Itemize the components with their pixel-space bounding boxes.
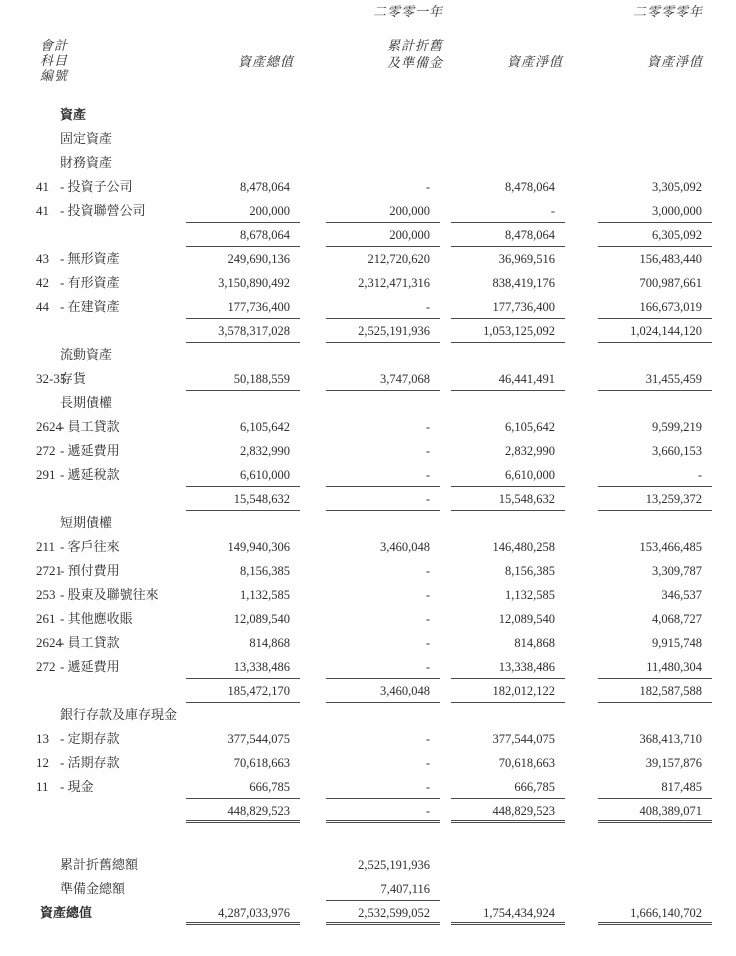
value-cell: 1,024,144,120: [598, 319, 712, 343]
value-cell: 838,419,176: [492, 276, 555, 290]
value-cell: 2,832,990: [505, 444, 555, 458]
table-body: [0, 103, 736, 925]
value-cell: 70,618,663: [498, 756, 555, 770]
table-row: [0, 247, 736, 271]
value-cell: -: [451, 199, 565, 223]
value-cell: 39,157,876: [645, 756, 702, 770]
value-cell: 2,525,191,936: [326, 319, 440, 343]
value-cell: 146,480,258: [492, 540, 555, 554]
account-code: 2624: [36, 419, 62, 434]
value-cell: 346,537: [661, 588, 702, 602]
account-code: 12: [36, 755, 49, 770]
value-cell: 166,673,019: [598, 295, 712, 319]
value-cell: 212,720,620: [367, 252, 430, 266]
value-cell: -: [425, 180, 430, 194]
value-cell: 2,832,990: [240, 444, 290, 458]
item-label: - 遞延稅款: [60, 467, 120, 482]
table-row: [0, 295, 736, 319]
value-cell: 448,829,523: [451, 799, 565, 823]
value-cell: -: [425, 444, 430, 458]
value-cell: 814,868: [249, 636, 290, 650]
value-cell: -: [425, 732, 430, 746]
value-cell: 153,466,485: [639, 540, 702, 554]
value-cell: 2,312,471,316: [358, 276, 430, 290]
table-row: [0, 127, 736, 151]
account-code: 253: [36, 587, 56, 602]
value-cell: -: [326, 775, 440, 799]
value-cell: 814,868: [514, 636, 555, 650]
table-row: [0, 775, 736, 799]
value-cell: 11,480,304: [598, 655, 712, 679]
value-cell: 249,690,136: [227, 252, 290, 266]
value-cell: 3,747,068: [326, 367, 440, 391]
table-row: [0, 223, 736, 247]
table-row: [0, 103, 736, 127]
header-code-line-1: 會計: [40, 38, 69, 53]
account-code: 291: [36, 467, 56, 482]
value-cell: 200,000: [326, 223, 440, 247]
value-cell: 185,472,170: [186, 679, 300, 703]
value-cell: 3,578,317,028: [186, 319, 300, 343]
item-label: - 有形資產: [60, 275, 120, 290]
value-cell: 7,407,116: [326, 877, 440, 901]
value-cell: 1,132,585: [240, 588, 290, 602]
value-cell: -: [425, 588, 430, 602]
table-header: [0, 0, 736, 103]
item-label: 短期債權: [60, 515, 113, 530]
value-cell: 448,829,523: [186, 799, 300, 823]
table-row: [0, 415, 736, 439]
value-cell: -: [326, 463, 440, 487]
value-cell: -: [326, 487, 440, 511]
value-cell: -: [425, 420, 430, 434]
value-cell: 3,150,890,492: [218, 276, 290, 290]
value-cell: 666,785: [186, 775, 300, 799]
item-label: - 活期存款: [60, 755, 120, 770]
value-cell: 1,666,140,702: [598, 901, 712, 925]
table-row: [0, 367, 736, 391]
header-account-code-column: [40, 38, 100, 83]
value-cell: -: [326, 295, 440, 319]
table-row: [0, 535, 736, 559]
value-cell: 6,610,000: [451, 463, 565, 487]
item-label: - 投資聯營公司: [60, 203, 146, 218]
header-net-asset-value-current: 資產淨值: [506, 54, 563, 69]
table-row: [0, 799, 736, 823]
item-label: - 預付費用: [60, 563, 120, 578]
value-cell: 200,000: [186, 199, 300, 223]
value-cell: 13,259,372: [598, 487, 712, 511]
table-row: [0, 151, 736, 175]
value-cell: 4,287,033,976: [186, 901, 300, 925]
value-cell: 3,000,000: [598, 199, 712, 223]
value-cell: 8,478,064: [451, 223, 565, 247]
value-cell: 46,441,491: [451, 367, 565, 391]
value-cell: 6,105,642: [505, 420, 555, 434]
value-cell: 9,915,748: [652, 636, 702, 650]
value-cell: 2,525,191,936: [358, 858, 430, 872]
value-cell: -: [425, 756, 430, 770]
item-label: - 遞延費用: [60, 443, 120, 458]
account-code: 272: [36, 659, 56, 674]
value-cell: 3,460,048: [326, 679, 440, 703]
item-label: - 股東及聯號往來: [60, 587, 159, 602]
value-cell: 1,754,434,924: [451, 901, 565, 925]
header-accumulated-depreciation-line1: 累計折舊: [386, 38, 443, 53]
item-label: 固定資產: [60, 131, 113, 146]
table-row: [0, 559, 736, 583]
header-code-line-3: 編號: [40, 68, 69, 83]
item-label: - 無形資產: [60, 251, 120, 266]
table-row: [0, 877, 736, 901]
value-cell: 13,338,486: [451, 655, 565, 679]
header-total-asset-value: 資產總值: [237, 54, 294, 69]
table-row: [0, 631, 736, 655]
item-label: 準備金總額: [60, 881, 126, 896]
item-label: - 客戶往來: [60, 539, 120, 554]
item-label: - 其他應收賬: [60, 611, 133, 626]
table-row: [0, 751, 736, 775]
value-cell: 666,785: [451, 775, 565, 799]
value-cell: 3,660,153: [652, 444, 702, 458]
value-cell: -: [425, 636, 430, 650]
value-cell: -: [326, 799, 440, 823]
table-row: [0, 463, 736, 487]
value-cell: 1,132,585: [505, 588, 555, 602]
value-cell: 3,305,092: [652, 180, 702, 194]
value-cell: 9,599,219: [652, 420, 702, 434]
value-cell: 149,940,306: [227, 540, 290, 554]
item-label: - 投資子公司: [60, 179, 133, 194]
value-cell: 4,068,727: [652, 612, 702, 626]
item-label: 銀行存款及庫存現金: [60, 707, 178, 722]
value-cell: 15,548,632: [451, 487, 565, 511]
value-cell: 6,105,642: [240, 420, 290, 434]
item-label: - 定期存款: [60, 731, 120, 746]
value-cell: 408,389,071: [598, 799, 712, 823]
item-label: 存貨: [60, 371, 87, 386]
value-cell: 8,478,064: [240, 180, 290, 194]
value-cell: 15,548,632: [186, 487, 300, 511]
table-row: [0, 199, 736, 223]
account-code: 41: [36, 203, 49, 218]
value-cell: 8,678,064: [186, 223, 300, 247]
table-row: [0, 271, 736, 295]
item-label: 財務資產: [60, 155, 113, 170]
value-cell: 200,000: [326, 199, 440, 223]
table-row: [0, 607, 736, 631]
header-net-asset-value-prior: 資產淨值: [646, 54, 703, 69]
account-code: 2624: [36, 635, 62, 650]
account-code: 272: [36, 443, 56, 458]
item-label: 資產: [60, 107, 87, 122]
header-year-prior: 二零零零年: [632, 4, 703, 19]
value-cell: 377,544,075: [227, 732, 290, 746]
account-code: 211: [36, 539, 56, 554]
value-cell: 6,610,000: [186, 463, 300, 487]
table-row: [0, 439, 736, 463]
table-row: [0, 655, 736, 679]
item-label: 長期債權: [60, 395, 113, 410]
value-cell: -: [598, 463, 712, 487]
value-cell: 1,053,125,092: [451, 319, 565, 343]
item-label: - 在建資產: [60, 299, 120, 314]
account-code: 261: [36, 611, 56, 626]
value-cell: 177,736,400: [186, 295, 300, 319]
table-row: [0, 511, 736, 535]
table-row: [0, 703, 736, 727]
value-cell: 31,455,459: [598, 367, 712, 391]
value-cell: 700,987,661: [639, 276, 702, 290]
value-cell: 70,618,663: [233, 756, 290, 770]
value-cell: 817,485: [598, 775, 712, 799]
value-cell: 156,483,440: [639, 252, 702, 266]
account-code: 11: [36, 779, 49, 794]
account-code: 44: [36, 299, 49, 314]
table-row: [0, 487, 736, 511]
account-code: 2721: [36, 563, 62, 578]
value-cell: 8,156,385: [505, 564, 555, 578]
value-cell: 50,188,559: [186, 367, 300, 391]
account-code: 42: [36, 275, 49, 290]
value-cell: 8,156,385: [240, 564, 290, 578]
value-cell: 12,089,540: [498, 612, 555, 626]
value-cell: 368,413,710: [639, 732, 702, 746]
value-cell: -: [326, 655, 440, 679]
table-row: [0, 727, 736, 751]
table-row: [0, 319, 736, 343]
table-row: [0, 583, 736, 607]
value-cell: 177,736,400: [451, 295, 565, 319]
item-label: - 遞延費用: [60, 659, 120, 674]
item-label: - 現金: [60, 779, 94, 794]
table-row: [0, 901, 736, 925]
value-cell: 8,478,064: [505, 180, 555, 194]
value-cell: -: [425, 564, 430, 578]
account-code: 41: [36, 179, 49, 194]
value-cell: 182,587,588: [598, 679, 712, 703]
header-year-current: 二零零一年: [372, 4, 443, 19]
table-row: [0, 391, 736, 415]
account-code: 43: [36, 251, 49, 266]
header-code-line-2: 科目: [40, 53, 69, 68]
value-cell: 377,544,075: [492, 732, 555, 746]
value-cell: 3,460,048: [380, 540, 430, 554]
item-label: - 員工貸款: [60, 635, 120, 650]
item-label: 累計折舊總額: [60, 857, 139, 872]
value-cell: -: [425, 612, 430, 626]
account-code: 13: [36, 731, 49, 746]
account-code: 32-35: [36, 371, 67, 386]
item-label: - 員工貸款: [60, 419, 120, 434]
table-row: [0, 679, 736, 703]
value-cell: 2,532,599,052: [326, 901, 440, 925]
header-accumulated-depreciation-line2: 及準備金: [386, 55, 443, 70]
table-row: [0, 175, 736, 199]
table-row: [0, 343, 736, 367]
value-cell: 12,089,540: [233, 612, 290, 626]
value-cell: 13,338,486: [186, 655, 300, 679]
item-label: 資產總值: [40, 905, 93, 920]
value-cell: 6,305,092: [598, 223, 712, 247]
table-row: [0, 823, 736, 853]
item-label: 流動資產: [60, 347, 113, 362]
table-row: [0, 853, 736, 877]
value-cell: 3,309,787: [652, 564, 702, 578]
value-cell: 182,012,122: [451, 679, 565, 703]
value-cell: 36,969,516: [498, 252, 555, 266]
